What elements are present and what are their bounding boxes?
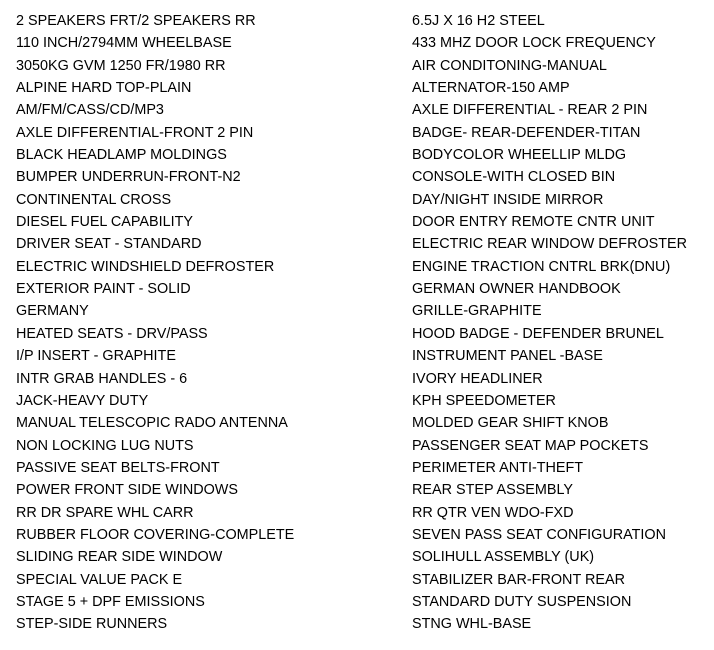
option-left-9: CONTINENTAL CROSS — [16, 191, 172, 208]
option-right-25: SOLIHULL ASSEMBLY (UK) — [412, 549, 595, 566]
option-left-15: HEATED SEATS - DRV/PASS — [16, 325, 208, 342]
option-left-4: ALPINE HARD TOP-PLAIN — [16, 80, 192, 97]
option-right-15: HOOD BADGE - DEFENDER BRUNEL — [412, 325, 664, 342]
option-left-20: NON LOCKING LUG NUTS — [16, 437, 194, 454]
option-left-24: RUBBER FLOOR COVERING-COMPLETE — [16, 526, 295, 543]
option-left-26: SPECIAL VALUE PACK E — [16, 571, 183, 588]
option-right-13: GERMAN OWNER HANDBOOK — [412, 281, 621, 298]
option-right-23: RR QTR VEN WDO-FXD — [412, 504, 574, 521]
option-right-3: AIR CONDITONING-MANUAL — [412, 57, 607, 74]
option-right-22: REAR STEP ASSEMBLY — [412, 482, 574, 499]
option-right-28: STNG WHL-BASE — [412, 616, 532, 633]
option-left-23: RR DR SPARE WHL CARR — [16, 504, 194, 521]
option-right-8: CONSOLE-WITH CLOSED BIN — [412, 169, 616, 186]
option-right-17: IVORY HEADLINER — [412, 370, 543, 387]
option-left-21: PASSIVE SEAT BELTS-FRONT — [16, 459, 220, 476]
option-right-12: ENGINE TRACTION CNTRL BRK(DNU) — [412, 258, 671, 275]
option-right-9: DAY/NIGHT INSIDE MIRROR — [412, 191, 604, 208]
option-left-6: AXLE DIFFERENTIAL-FRONT 2 PIN — [16, 124, 254, 141]
option-left-8: BUMPER UNDERRUN-FRONT-N2 — [16, 169, 241, 186]
option-left-18: JACK-HEAVY DUTY — [16, 392, 149, 409]
option-right-1: 6.5J X 16 H2 STEEL — [412, 13, 545, 29]
option-left-28: STEP-SIDE RUNNERS — [16, 616, 168, 633]
option-left-22: POWER FRONT SIDE WINDOWS — [16, 482, 238, 499]
option-right-24: SEVEN PASS SEAT CONFIGURATION — [412, 526, 667, 543]
option-right-5: AXLE DIFFERENTIAL - REAR 2 PIN — [412, 102, 648, 119]
option-right-27: STANDARD DUTY SUSPENSION — [412, 593, 632, 610]
option-right-11: ELECTRIC REAR WINDOW DEFROSTER — [412, 236, 688, 253]
option-left-7: BLACK HEADLAMP MOLDINGS — [16, 147, 227, 164]
option-right-7: BODYCOLOR WHEELLIP MLDG — [412, 147, 627, 164]
option-right-19: MOLDED GEAR SHIFT KNOB — [412, 415, 609, 432]
option-left-2: 110 INCH/2794MM WHEELBASE — [16, 35, 232, 52]
option-left-3: 3050KG GVM 1250 FR/1980 RR — [16, 57, 226, 74]
option-left-27: STAGE 5 + DPF EMISSIONS — [16, 593, 205, 610]
option-right-16: INSTRUMENT PANEL -BASE — [412, 348, 603, 365]
option-left-5: AM/FM/CASS/CD/MP3 — [16, 102, 164, 119]
option-left-11: DRIVER SEAT - STANDARD — [16, 236, 202, 253]
option-left-17: INTR GRAB HANDLES - 6 — [16, 370, 188, 387]
equipment-options-list — [16, 10, 706, 636]
option-left-25: SLIDING REAR SIDE WINDOW — [16, 549, 223, 566]
option-right-10: DOOR ENTRY REMOTE CNTR UNIT — [412, 214, 655, 231]
option-right-6: BADGE- REAR-DEFENDER-TITAN — [412, 124, 641, 141]
option-left-16: I/P INSERT - GRAPHITE — [16, 348, 176, 365]
option-right-18: KPH SPEEDOMETER — [412, 392, 556, 409]
option-right-4: ALTERNATOR-150 AMP — [412, 80, 570, 97]
option-left-10: DIESEL FUEL CAPABILITY — [16, 214, 194, 231]
option-left-19: MANUAL TELESCOPIC RADO ANTENNA — [16, 415, 288, 432]
option-right-20: PASSENGER SEAT MAP POCKETS — [412, 437, 649, 454]
option-left-14: GERMANY — [16, 303, 89, 320]
option-left-13: EXTERIOR PAINT - SOLID — [16, 281, 191, 298]
option-right-14: GRILLE-GRAPHITE — [412, 303, 542, 320]
option-left-1: 2 SPEAKERS FRT/2 SPEAKERS RR — [16, 13, 256, 29]
option-right-21: PERIMETER ANTI-THEFT — [412, 459, 584, 476]
option-right-2: 433 MHZ DOOR LOCK FREQUENCY — [412, 35, 656, 52]
option-left-12: ELECTRIC WINDSHIELD DEFROSTER — [16, 258, 275, 275]
option-right-26: STABILIZER BAR-FRONT REAR — [412, 571, 625, 588]
